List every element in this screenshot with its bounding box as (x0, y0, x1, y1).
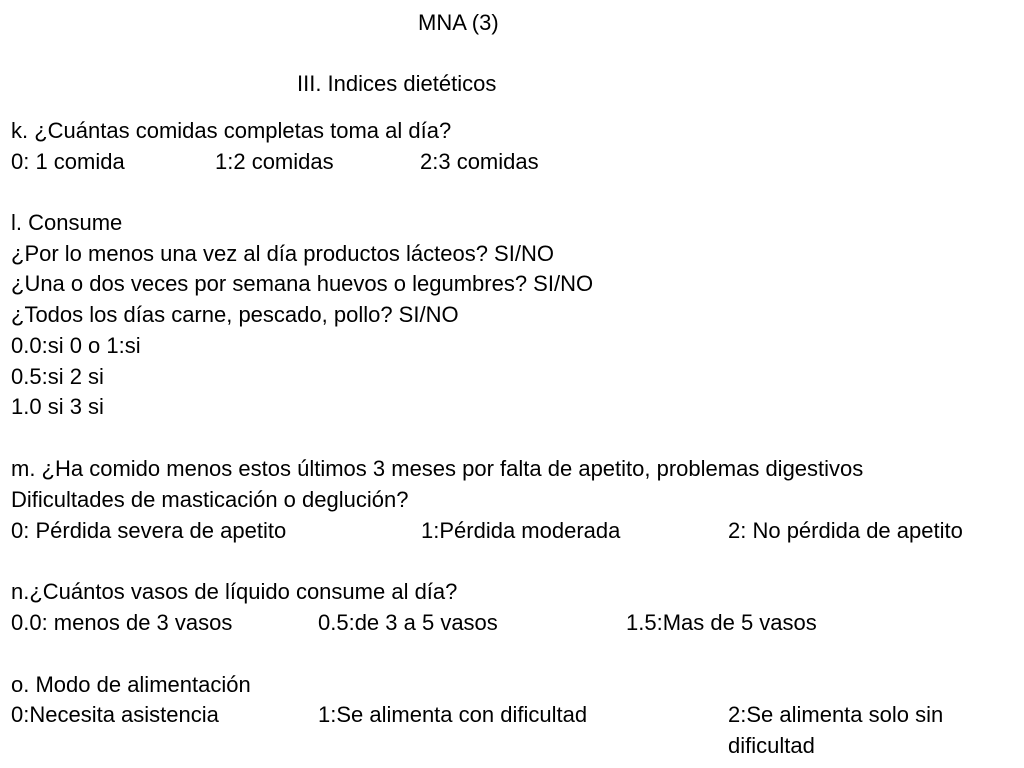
question-k: k. ¿Cuántas comidas completas toma al día? (11, 118, 452, 143)
question-l-meat: ¿Todos los días carne, pescado, pollo? SI/NO (11, 302, 459, 327)
option-k-2: 2:3 comidas (420, 149, 539, 174)
question-l-eggs: ¿Una o dos veces por semana huevos o legumbres? SI/NO (11, 271, 594, 296)
option-m-1: 1:Pérdida moderada (421, 518, 621, 543)
score-l-1: 0.5:si 2 si (11, 364, 104, 389)
option-k-1: 1:2 comidas (215, 149, 334, 174)
option-k-0: 0: 1 comida (11, 149, 125, 174)
score-l-0: 0.0:si 0 o 1:si (11, 333, 141, 358)
question-l-dairy: ¿Por lo menos una vez al día productos lácteos? SI/NO (11, 241, 554, 266)
slide-title: MNA (3) (418, 10, 499, 35)
slide-subtitle: III. Indices dietéticos (297, 71, 497, 96)
option-o-1: 1:Se alimenta con dificultad (318, 702, 588, 727)
option-n-1: 0.5:de 3 a 5 vasos (318, 610, 498, 635)
option-n-0: 0.0: menos de 3 vasos (11, 610, 233, 635)
option-o-2-continuation: dificultad (728, 733, 815, 758)
option-m-2: 2: No pérdida de apetito (728, 518, 963, 543)
question-m-line2: Dificultades de masticación o deglución? (11, 487, 409, 512)
option-n-2: 1.5:Mas de 5 vasos (626, 610, 817, 635)
option-o-0: 0:Necesita asistencia (11, 702, 219, 727)
option-o-2: 2:Se alimenta solo sin (728, 702, 944, 727)
score-l-2: 1.0 si 3 si (11, 394, 104, 419)
question-n: n.¿Cuántos vasos de líquido consume al día? (11, 579, 458, 604)
heading-o: o. Modo de alimentación (11, 672, 251, 697)
question-m-line1: m. ¿Ha comido menos estos últimos 3 meses por falta de apetito, problemas digestivos (11, 456, 864, 481)
heading-l: l. Consume (11, 210, 123, 235)
option-m-0: 0: Pérdida severa de apetito (11, 518, 287, 543)
